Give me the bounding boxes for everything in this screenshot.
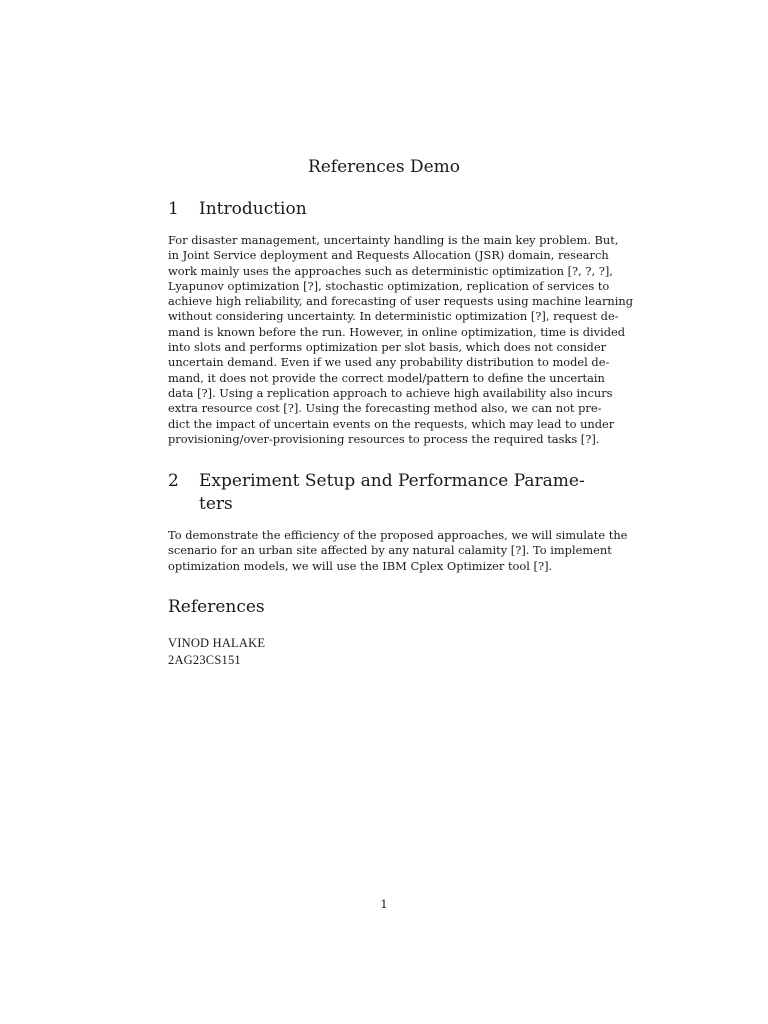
reference-author-name: VINOD HALAKE	[168, 636, 266, 650]
paragraph-line: in Joint Service deployment and Requests Allocation (JSR) domain, research	[168, 248, 609, 263]
document-title: References Demo	[307, 157, 461, 177]
paragraph-line: work mainly uses the approaches such as deterministic optimization [?, ?, ?],	[168, 263, 613, 278]
paragraph-line: dict the impact of uncertain events on the requests, which may lead to under	[168, 416, 615, 431]
paragraph-line: provisioning/over-provisioning resources to process the required tasks [?].	[168, 431, 600, 446]
section-title	[199, 470, 601, 516]
references-heading: References	[168, 597, 265, 617]
page-number: 1	[380, 897, 388, 911]
paragraph-line: uncertain demand. Even if we used any probability distribution to model de-	[168, 355, 610, 370]
paragraph-line: optimization models, we will use the IBM Cplex Optimizer tool [?].	[168, 558, 553, 573]
paragraph-line: Lyapunov optimization [?], stochastic optimization, replication of services to	[168, 278, 610, 293]
experiment-setup-paragraph	[168, 528, 628, 574]
paragraph-line: data [?]. Using a replication approach to achieve high availability also incurs	[168, 385, 613, 400]
reference-student-id: 2AG23CS151	[168, 653, 241, 667]
paragraph-line: into slots and performs optimization per slot basis, which does not consider	[168, 340, 607, 355]
section-number: 2	[168, 471, 179, 491]
section-number: 1	[168, 199, 179, 219]
section-heading-introduction	[168, 198, 601, 221]
paragraph-line: To demonstrate the efficiency of the proposed approaches, we will simulate the	[168, 528, 628, 542]
section-title-line: ters	[199, 494, 233, 514]
paragraph-line: extra resource cost [?]. Using the forecasting method also, we can not pre-	[168, 401, 602, 416]
introduction-paragraph	[168, 233, 633, 447]
section-heading-experiment-setup	[168, 470, 601, 516]
paragraph-line: without considering uncertainty. In deterministic optimization [?], request de-	[168, 309, 619, 324]
section-title-line: Experiment Setup and Performance Parame-	[199, 471, 585, 491]
section-title: Introduction	[199, 199, 307, 219]
paragraph-line: For disaster management, uncertainty handling is the main key problem. But,	[168, 233, 619, 247]
paragraph-line: scenario for an urban site affected by any natural calamity [?]. To implement	[168, 543, 612, 558]
paragraph-line: achieve high reliability, and forecasting of user requests using machine learning	[168, 294, 633, 309]
paragraph-line: mand, it does not provide the correct model/pattern to define the uncertain	[168, 370, 605, 385]
paragraph-line: mand is known before the run. However, in online optimization, time is divided	[168, 324, 626, 339]
